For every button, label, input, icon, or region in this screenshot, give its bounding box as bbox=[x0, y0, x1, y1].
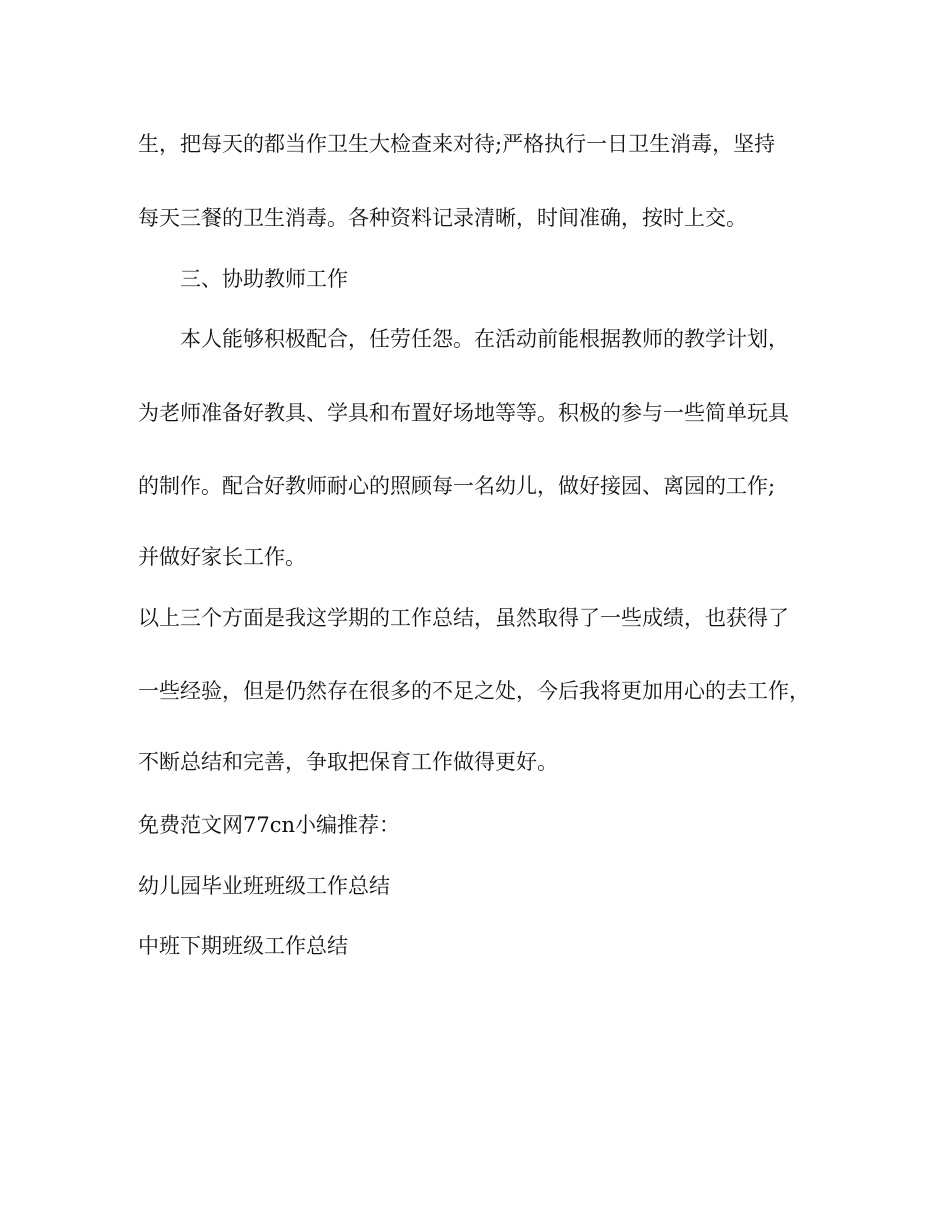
paragraph-line-10: 不断总结和完善，争取把保育工作做得更好。 bbox=[138, 750, 558, 774]
section-heading: 三、协助教师工作 bbox=[180, 267, 348, 291]
recommended-link-1[interactable]: 幼儿园毕业班班级工作总结 bbox=[138, 874, 390, 898]
paragraph-line-4: 本人能够积极配合，任劳任怨。在活动前能根据教师的教学计划， bbox=[180, 327, 789, 351]
paragraph-line-9: 一些经验，但是仍然存在很多的不足之处，今后我将更加用心的去工作， bbox=[138, 679, 810, 703]
paragraph-line-5: 为老师准备好教具、学具和布置好场地等等。积极的参与一些简单玩具 bbox=[138, 401, 789, 425]
paragraph-line-7: 并做好家长工作。 bbox=[138, 545, 306, 569]
recommended-link-2[interactable]: 中班下期班级工作总结 bbox=[138, 934, 348, 958]
paragraph-line-2: 每天三餐的卫生消毒。各种资料记录清晰，时间准确，按时上交。 bbox=[138, 206, 747, 230]
paragraph-line-6: 的制作。配合好教师耐心的照顾每一名幼儿，做好接园、离园的工作; bbox=[138, 474, 776, 498]
paragraph-line-8: 以上三个方面是我这学期的工作总结，虽然取得了一些成绩，也获得了 bbox=[138, 606, 789, 630]
recommendation-intro: 免费范文网77cn小编推荐： bbox=[138, 813, 401, 837]
paragraph-line-1: 生，把每天的都当作卫生大检查来对待;严格执行一日卫生消毒，坚持 bbox=[138, 132, 776, 156]
